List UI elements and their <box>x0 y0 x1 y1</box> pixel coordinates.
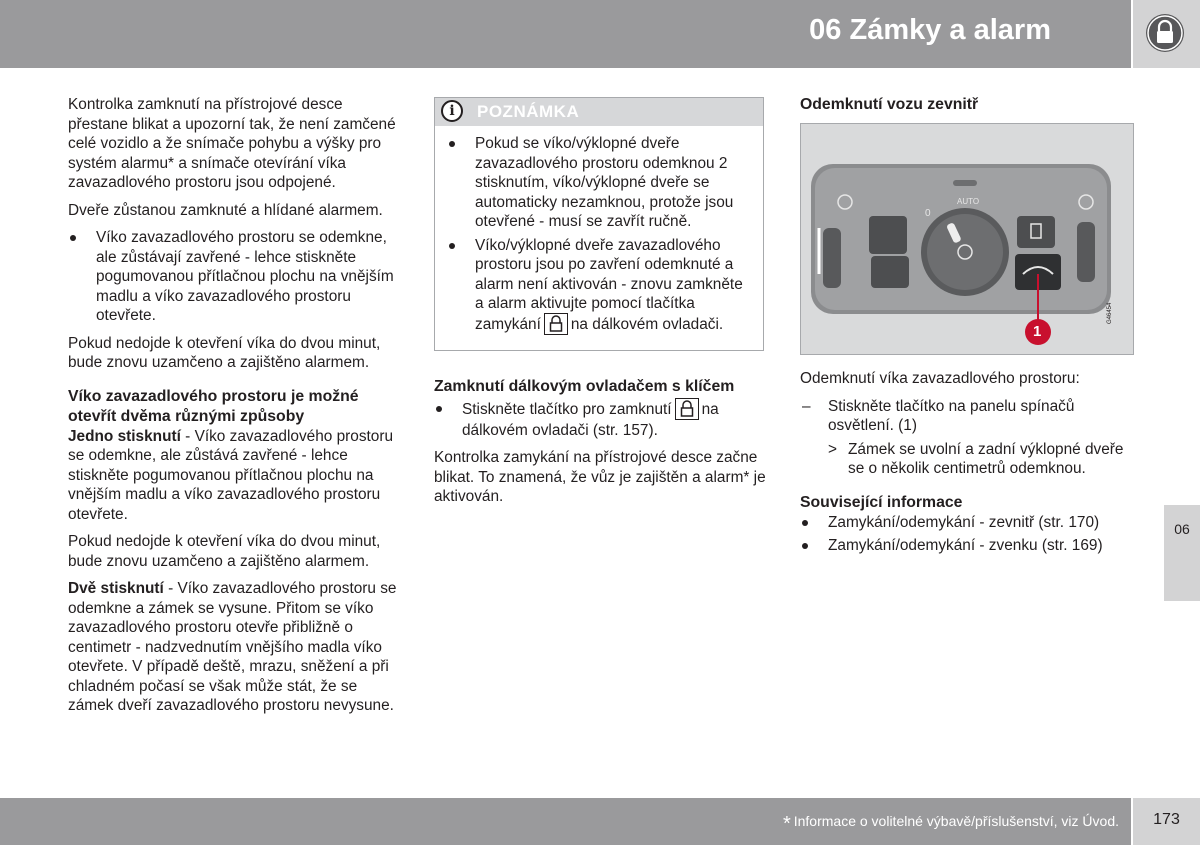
list-item: Víko zavazadlového prostoru se odemkne, ale zůstávají zavřené - lehce stiskněte pogumovanou přítlačnou plochu na vnějším madlu a víko zavazadlového prostoru otevřete. <box>68 228 402 326</box>
page-number: 173 <box>1153 811 1180 828</box>
paragraph: Pokud nedojde k otevření víka do dvou minut, bude znovu uzamčeno a zajištěno alarmem. <box>68 533 381 570</box>
column-left <box>68 95 402 724</box>
result-text: Zámek se uvolní a zadní výklopné dveře se o několik centimetrů odemknou. <box>848 440 1124 477</box>
note-body <box>435 126 763 336</box>
related-list <box>800 513 1134 556</box>
info-icon: i <box>441 100 463 122</box>
related-link[interactable]: Zamykání/odemykání - zvenku (str. 169) <box>800 536 1134 556</box>
footer-note-text: Informace o volitelné výbavě/příslušenství, viz Úvod. <box>793 813 1119 829</box>
result-item <box>828 440 1134 479</box>
section-heading: Zamknutí dálkovým ovladačem s klíčem <box>434 377 735 395</box>
list-text: Stiskněte tlačítko pro zamknutí <box>462 400 672 418</box>
auto-label: AUTO <box>957 197 980 206</box>
zero-label: 0 <box>925 208 931 219</box>
note-text: na dálkovém ovladači. <box>570 315 724 333</box>
padlock-icon <box>1146 14 1184 52</box>
column-right <box>800 95 1134 564</box>
dash-marker: – <box>802 397 811 415</box>
note-title: POZNÁMKA <box>477 102 580 121</box>
list-text: na dálkovém ovladači (str. 157). <box>462 400 719 439</box>
paragraph-double-press <box>68 579 402 716</box>
chapter-icon-box <box>1133 0 1200 68</box>
bullet-list <box>68 228 402 326</box>
header-bar <box>0 0 1131 68</box>
step-text: Stiskněte tlačítko na panelu spínačů osvětlení. (1) <box>828 397 1075 434</box>
bullet-list <box>434 399 768 441</box>
lock-button-icon <box>675 398 699 420</box>
lock-button-icon <box>544 313 568 335</box>
note-box <box>434 97 764 351</box>
single-press-label: Jedno stisknutí <box>68 427 181 445</box>
footer-bar <box>0 798 1131 845</box>
footer-note <box>783 813 1119 836</box>
double-press-text: - Víko zavazadlového prostoru se odemkne a zámek se vysune. Přitom se víko zavazadlového prostoru otevře přibližně o centimetr - nadzvednutím vnějšího madla víko otevřete. V případě deště, mrazu, sněžení a při chladném počasí se však může stát, že se zámek dveří zavazadlového prostoru nevysune. <box>68 580 397 714</box>
step-item <box>800 397 1134 479</box>
paragraph: Dveře zůstanou zamknuté a hlídané alarmem. <box>68 201 383 219</box>
note-text: Víko/výklopné dveře zavazadlového prostoru jsou po zavření odemknuté a alarm není aktivován - znovu zamkněte a alarm aktivujte pomocí tlačítka zamykání <box>475 236 743 333</box>
callout-number: 1 <box>1033 323 1042 340</box>
note-header <box>435 98 763 126</box>
paragraph: Kontrolka zamknutí na přístrojové desce přestane blikat a upozorní tak, že není zamčené celé vozidlo a že snímače pohybu a výšky pro systém alarmu* a snímače otevírání víka zavazadlového prostoru jsou odpojené. <box>68 96 396 191</box>
figure-code: G46454 <box>1107 302 1113 324</box>
chapter-side-tab <box>1164 505 1200 601</box>
single-press-text: - Víko zavazadlového prostoru se odemkne, ale zůstává zavřené - lehce stiskněte pogumovanou přítlačnou plochu na vnějším madlu a víko zavazadlového prostoru otevřete. <box>68 427 394 523</box>
chapter-title: 06 Zámky a alarm <box>809 14 1051 46</box>
page-number-box <box>1133 798 1200 845</box>
double-press-label: Dvě stisknutí <box>68 580 164 597</box>
related-heading: Související informace <box>800 493 963 511</box>
paragraph: Kontrolka zamykání na přístrojové desce začne blikat. To znamená, že vůz je zajištěn a alarm* je aktivován. <box>434 449 766 505</box>
paragraph-single-press <box>68 427 402 525</box>
asterisk: * <box>782 813 791 835</box>
step-list <box>800 397 1134 479</box>
list-item <box>434 399 768 441</box>
related-link[interactable]: Zamykání/odemykání - zevnitř (str. 170) <box>800 513 1134 533</box>
result-list <box>828 440 1134 479</box>
note-list <box>447 134 753 336</box>
list-item <box>447 236 753 336</box>
result-marker: > <box>828 440 837 458</box>
figure-caption: Odemknutí víka zavazadlového prostoru: <box>800 370 1080 387</box>
list-item: Pokud se víko/výklopné dveře zavazadlového prostoru odemknou 2 stisknutím, víko/výklopné dveře se automaticky nezamknou, protože jsou otevřené - musí se zavřít ručně. <box>447 134 753 232</box>
chapter-number: 06 <box>1174 521 1190 537</box>
section-heading: Odemknutí vozu zevnitř <box>800 96 979 113</box>
column-middle <box>434 97 768 515</box>
light-switch-panel-illustration <box>800 123 1134 355</box>
paragraph: Pokud nedojde k otevření víka do dvou minut, bude znovu uzamčeno a zajištěno alarmem. <box>68 334 381 371</box>
section-heading: Víko zavazadlového prostoru je možné otevřít dvěma různými způsoby <box>68 387 359 425</box>
